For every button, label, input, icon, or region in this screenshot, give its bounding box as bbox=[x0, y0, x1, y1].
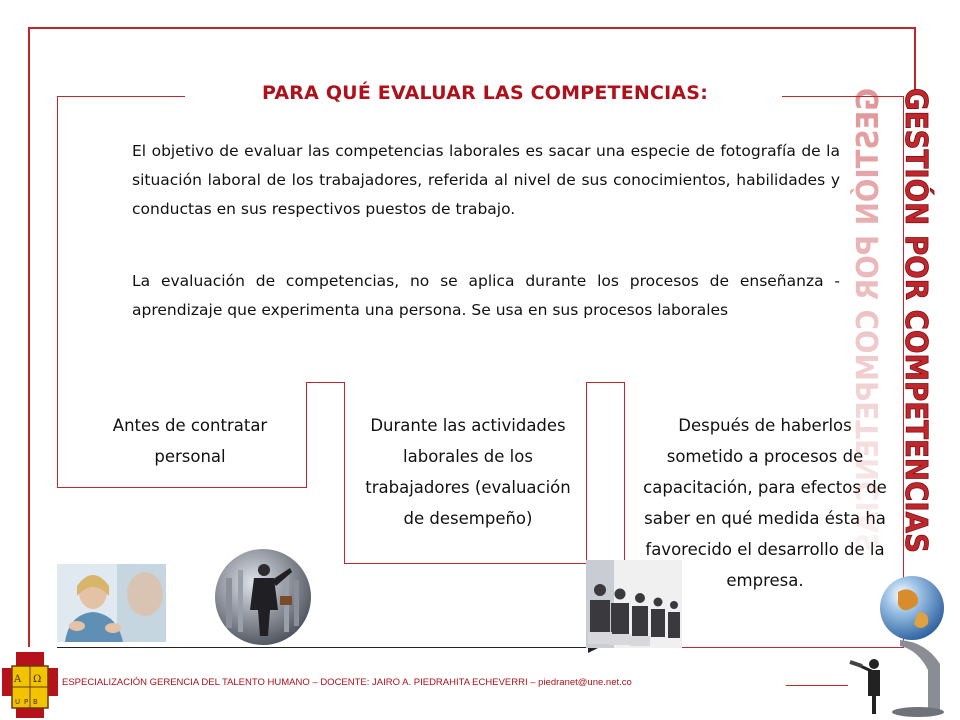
svg-text:B: B bbox=[33, 698, 38, 706]
side-title-reflection: GESTIÓN POR COMPETENCIAS bbox=[851, 88, 886, 593]
university-logo bbox=[2, 652, 58, 718]
box1-bottom-line bbox=[57, 487, 307, 488]
businessman-circle-photo bbox=[214, 548, 312, 646]
paragraph-usage: La evaluación de competencias, no se aplica durante los procesos de enseñanza - aprendizaje que experimenta una persona. Se usa en sus procesos laborales bbox=[132, 272, 840, 319]
stage-after-training: Después de haberlos sometido a procesos de capacitación, para efectos de saber en qué medida ésta ha favorecido el desarrollo de la empresa. bbox=[643, 416, 887, 590]
timeline-line bbox=[57, 647, 597, 648]
frame-top-line bbox=[28, 27, 916, 29]
box1-right-line bbox=[306, 382, 307, 488]
frame-right-line bbox=[914, 27, 916, 91]
training-audience-photo bbox=[586, 560, 682, 648]
svg-text:A: A bbox=[14, 674, 22, 685]
box3-top-line bbox=[586, 382, 625, 383]
stage-during-activities: Durante las actividades laborales de los trabajadores (evaluación de desempeño) bbox=[365, 416, 571, 528]
side-title bbox=[851, 88, 942, 593]
box2-top-line bbox=[306, 382, 345, 383]
side-title-text: GESTIÓN POR COMPETENCIAS bbox=[898, 88, 933, 593]
box2-bottom-line bbox=[344, 563, 587, 564]
globe-icon bbox=[848, 572, 946, 718]
paragraph-objective: El objetivo de evaluar las competencias laborales es sacar una especie de fotografía de la situación laboral de los trabajadores, referida al nivel de sus conocimientos, habilidades y conductas en sus respectivos puestos de trabajo. bbox=[132, 142, 840, 218]
people-talking-photo bbox=[57, 564, 166, 642]
footer-line bbox=[786, 685, 848, 686]
inner-top-left-line bbox=[57, 96, 185, 97]
box2-right-line bbox=[586, 382, 587, 564]
page-title: PARA QUÉ EVALUAR LAS COMPETENCIAS: bbox=[262, 82, 708, 104]
svg-text:Ω: Ω bbox=[33, 674, 42, 685]
inner-left-line bbox=[57, 96, 58, 487]
box2-left-line bbox=[344, 382, 345, 564]
footer-credits: ESPECIALIZACIÓN GERENCIA DEL TALENTO HUMANO – DOCENTE: JAIRO A. PIEDRAHITA ECHEVERRI – piedranet@une.net.co bbox=[62, 677, 632, 688]
svg-text:P: P bbox=[24, 698, 29, 706]
svg-text:U: U bbox=[15, 698, 21, 706]
frame-left-line bbox=[28, 27, 30, 647]
stage-before-hiring: Antes de contratar personal bbox=[112, 416, 268, 466]
